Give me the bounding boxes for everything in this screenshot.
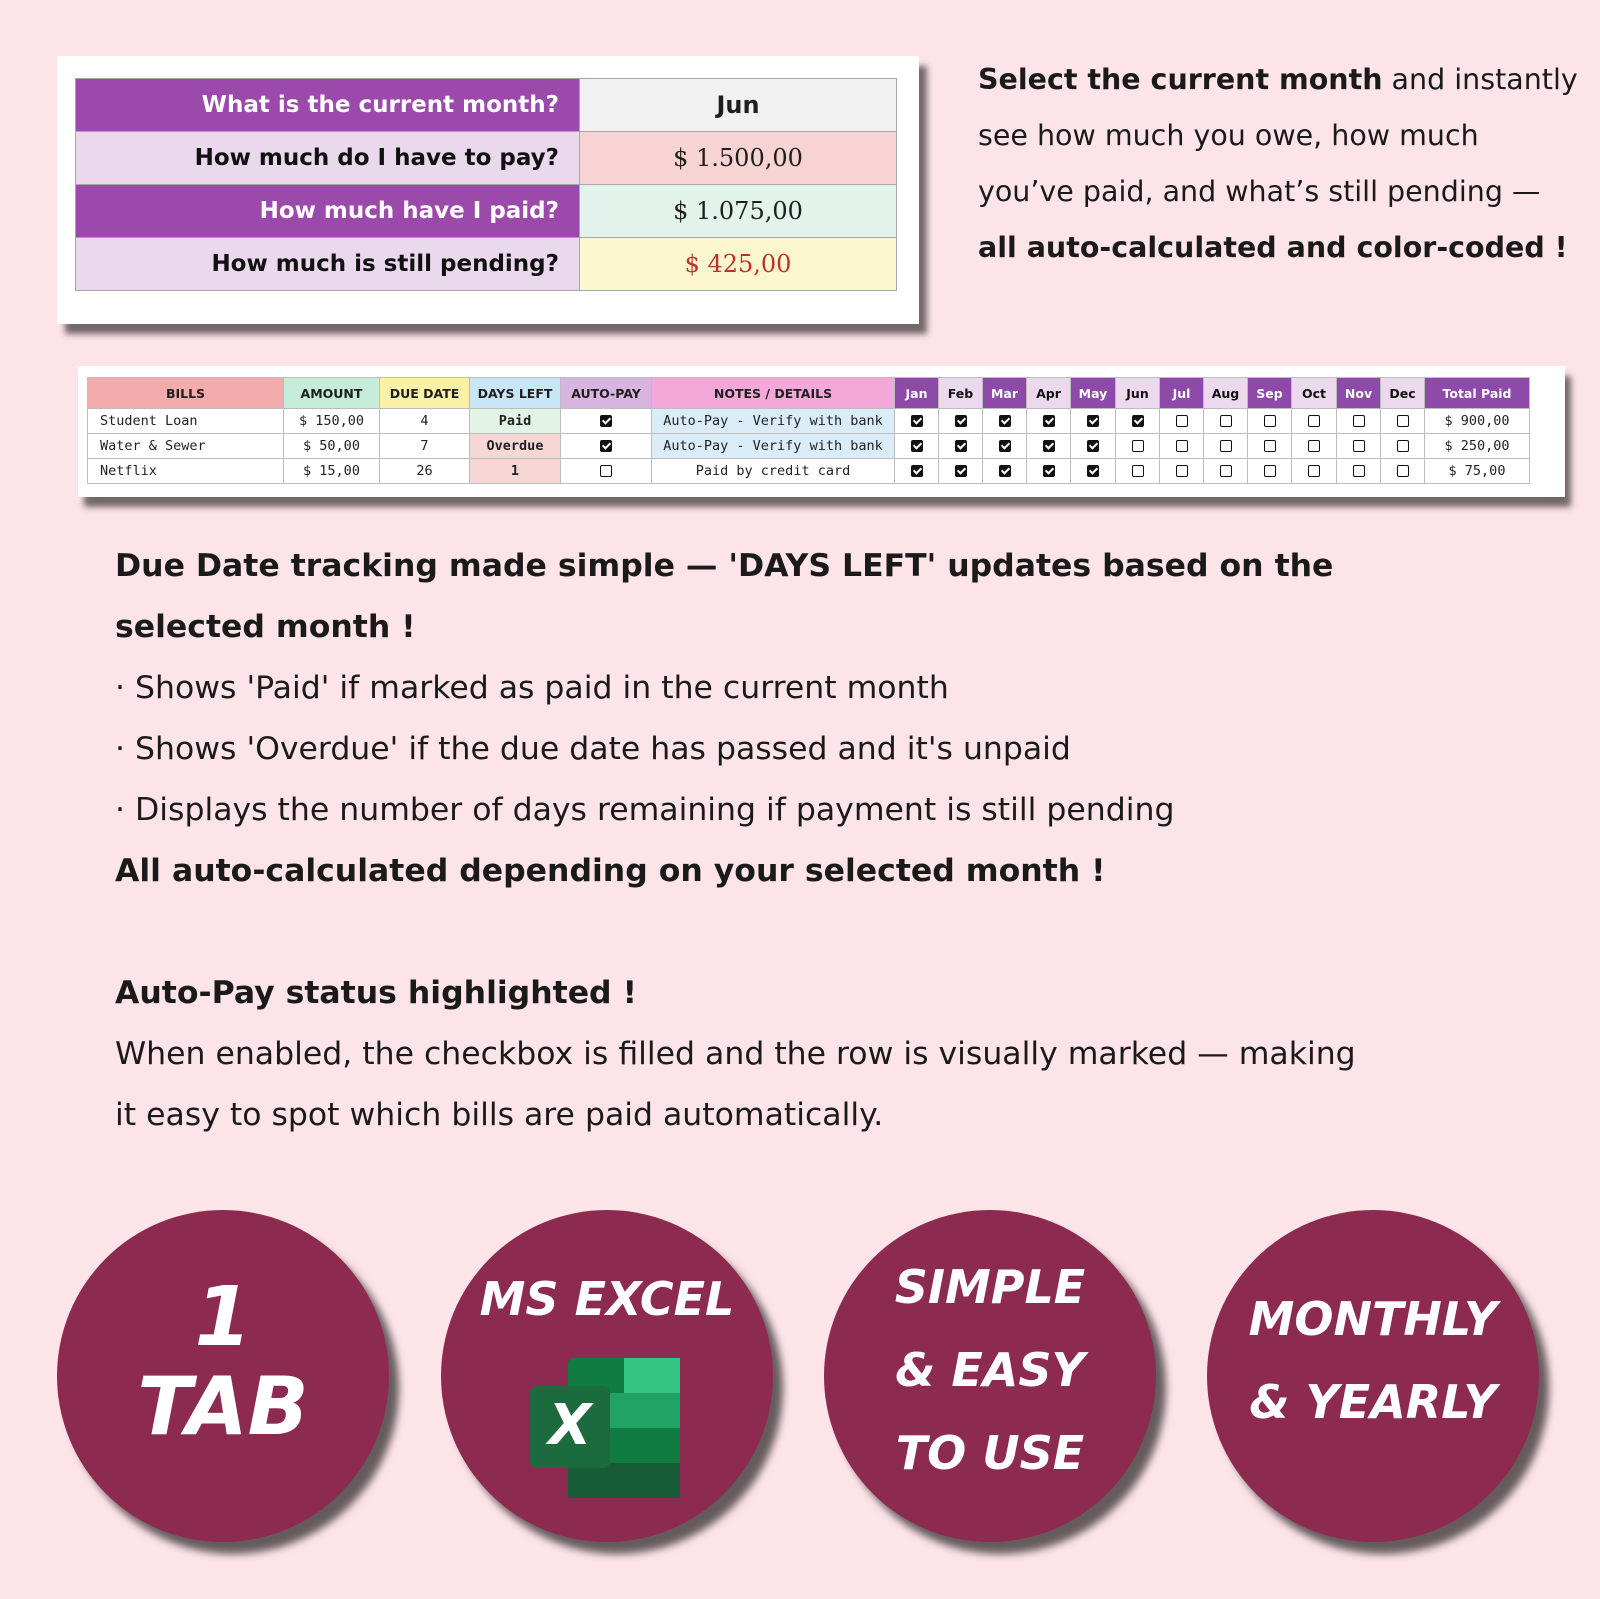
due-date-heading-line-2: selected month ! xyxy=(115,609,416,645)
paid-checkbox-aug-cell xyxy=(1204,409,1248,434)
header-month-apr[interactable]: Apr xyxy=(1027,378,1071,409)
bill-row xyxy=(88,409,1530,434)
paid-checkbox-oct-cell xyxy=(1292,459,1337,484)
excel-logo-letter: X xyxy=(548,1393,592,1458)
paid-value: $ 1.075,00 xyxy=(580,185,897,238)
auto-pay-checkbox-cell xyxy=(561,434,652,459)
paid-checkbox-jun[interactable] xyxy=(1132,440,1144,452)
badge-monthly-line-1: MONTHLY xyxy=(1248,1292,1498,1346)
paid-checkbox-apr-cell xyxy=(1027,409,1071,434)
summary-table xyxy=(75,78,897,291)
header-due-date[interactable]: DUE DATE xyxy=(380,378,470,409)
paid-checkbox-aug-cell xyxy=(1204,434,1248,459)
bill-name[interactable]: Water & Sewer xyxy=(88,434,284,459)
badge-one-tab-label: TAB xyxy=(137,1360,309,1453)
bullet-days-remaining: · Displays the number of days remaining if payment is still pending xyxy=(115,792,1175,828)
paid-checkbox-jan-cell xyxy=(895,434,939,459)
header-month-jan[interactable]: Jan xyxy=(895,378,939,409)
bill-row xyxy=(88,434,1530,459)
header-month-sep[interactable]: Sep xyxy=(1248,378,1292,409)
paid-checkbox-feb-cell xyxy=(939,409,983,434)
excel-icon xyxy=(530,1358,685,1498)
bill-total-paid: $ 250,00 xyxy=(1425,434,1530,459)
paid-checkbox-aug-cell xyxy=(1204,459,1248,484)
auto-pay-checkbox-cell xyxy=(561,409,652,434)
header-month-may[interactable]: May xyxy=(1071,378,1116,409)
bill-name[interactable]: Netflix xyxy=(88,459,284,484)
summary-row-month xyxy=(76,79,897,132)
bill-days-left: Paid xyxy=(470,409,561,434)
header-days-left[interactable]: DAYS LEFT xyxy=(470,378,561,409)
badge-simple-easy xyxy=(824,1210,1156,1542)
paid-checkbox-sep[interactable] xyxy=(1264,415,1276,427)
paid-checkbox-nov[interactable] xyxy=(1353,415,1365,427)
bills-body xyxy=(88,409,1530,484)
paid-checkbox-jul[interactable] xyxy=(1176,440,1188,452)
auto-pay-checkbox[interactable] xyxy=(600,440,612,452)
header-notes[interactable]: NOTES / DETAILS xyxy=(652,378,895,409)
explanation-section xyxy=(115,536,1535,1146)
header-month-nov[interactable]: Nov xyxy=(1337,378,1381,409)
paid-checkbox-dec[interactable] xyxy=(1397,415,1409,427)
paid-checkbox-jun[interactable] xyxy=(1132,415,1144,427)
auto-pay-paragraph-line-2: it easy to spot which bills are paid automatically. xyxy=(115,1097,884,1133)
paid-checkbox-mar[interactable] xyxy=(999,415,1011,427)
to-pay-label: How much do I have to pay? xyxy=(76,132,580,185)
paid-checkbox-jan[interactable] xyxy=(911,465,923,477)
paid-checkbox-jul[interactable] xyxy=(1176,415,1188,427)
bills-card xyxy=(78,366,1565,497)
bill-amount[interactable]: $ 15,00 xyxy=(284,459,380,484)
badge-simple-line-3: TO USE xyxy=(895,1426,1085,1480)
paid-checkbox-dec-cell xyxy=(1381,434,1425,459)
paid-checkbox-mar[interactable] xyxy=(999,465,1011,477)
auto-pay-paragraph-line-1: When enabled, the checkbox is filled and the row is visually marked — making xyxy=(115,1036,1356,1072)
paid-checkbox-nov-cell xyxy=(1337,434,1381,459)
paid-checkbox-may[interactable] xyxy=(1087,440,1099,452)
summary-description-bold-2: all auto-calculated and color-coded ! xyxy=(978,231,1568,264)
header-bills[interactable]: BILLS xyxy=(88,378,284,409)
paid-checkbox-nov[interactable] xyxy=(1353,465,1365,477)
badge-monthly-yearly xyxy=(1207,1210,1539,1542)
paid-checkbox-oct[interactable] xyxy=(1308,465,1320,477)
summary-row-paid xyxy=(76,185,897,238)
paid-checkbox-mar-cell xyxy=(983,434,1027,459)
bullet-overdue: · Shows 'Overdue' if the due date has passed and it's unpaid xyxy=(115,731,1071,767)
paid-checkbox-jul-cell xyxy=(1160,409,1204,434)
bill-due-date[interactable]: 7 xyxy=(380,434,470,459)
paid-checkbox-apr[interactable] xyxy=(1043,415,1055,427)
paid-checkbox-jan[interactable] xyxy=(911,415,923,427)
paid-checkbox-oct-cell xyxy=(1292,409,1337,434)
paid-checkbox-oct[interactable] xyxy=(1308,415,1320,427)
badge-simple-line-2: & EASY xyxy=(895,1343,1085,1397)
header-month-mar[interactable]: Mar xyxy=(983,378,1027,409)
paid-checkbox-dec-cell xyxy=(1381,409,1425,434)
badge-ms-excel xyxy=(441,1210,773,1542)
badge-monthly-line-2: & YEARLY xyxy=(1249,1375,1497,1429)
bill-total-paid: $ 75,00 xyxy=(1425,459,1530,484)
bill-due-date[interactable]: 4 xyxy=(380,409,470,434)
bill-name[interactable]: Student Loan xyxy=(88,409,284,434)
paid-checkbox-jul[interactable] xyxy=(1176,465,1188,477)
auto-pay-checkbox[interactable] xyxy=(600,415,612,427)
paid-checkbox-jan-cell xyxy=(895,409,939,434)
paid-checkbox-dec[interactable] xyxy=(1397,440,1409,452)
paid-checkbox-sep-cell xyxy=(1248,459,1292,484)
paid-checkbox-oct[interactable] xyxy=(1308,440,1320,452)
header-total-paid[interactable]: Total Paid xyxy=(1425,378,1530,409)
paid-checkbox-nov-cell xyxy=(1337,409,1381,434)
bill-notes[interactable]: Paid by credit card xyxy=(652,459,895,484)
paid-checkbox-dec-cell xyxy=(1381,459,1425,484)
paid-checkbox-may-cell xyxy=(1071,409,1116,434)
paid-checkbox-sep[interactable] xyxy=(1264,465,1276,477)
bill-amount[interactable]: $ 50,00 xyxy=(284,434,380,459)
summary-row-pending xyxy=(76,238,897,291)
header-month-oct[interactable]: Oct xyxy=(1292,378,1337,409)
summary-description-body: and instantly see how much you owe, how much you’ve paid, and what’s still pending — xyxy=(978,63,1578,208)
paid-checkbox-feb-cell xyxy=(939,434,983,459)
current-month-label: What is the current month? xyxy=(76,79,580,132)
paid-checkbox-mar[interactable] xyxy=(999,440,1011,452)
paid-checkbox-mar-cell xyxy=(983,409,1027,434)
summary-description xyxy=(978,52,1578,276)
paid-checkbox-sep-cell xyxy=(1248,409,1292,434)
paid-checkbox-feb[interactable] xyxy=(955,465,967,477)
summary-row-to-pay xyxy=(76,132,897,185)
header-month-jul[interactable]: Jul xyxy=(1160,378,1204,409)
pending-label: How much is still pending? xyxy=(76,238,580,291)
auto-calculated-note: All auto-calculated depending on your selected month ! xyxy=(115,853,1106,889)
paid-checkbox-oct-cell xyxy=(1292,434,1337,459)
bill-due-date[interactable]: 26 xyxy=(380,459,470,484)
auto-pay-checkbox[interactable] xyxy=(600,465,612,477)
summary-card xyxy=(57,56,919,324)
auto-pay-checkbox-cell xyxy=(561,459,652,484)
bill-days-left: Overdue xyxy=(470,434,561,459)
paid-checkbox-jun-cell xyxy=(1116,409,1160,434)
paid-checkbox-sep[interactable] xyxy=(1264,440,1276,452)
paid-checkbox-jun-cell xyxy=(1116,434,1160,459)
paid-checkbox-apr-cell xyxy=(1027,434,1071,459)
paid-checkbox-jul-cell xyxy=(1160,459,1204,484)
header-auto-pay[interactable]: AUTO-PAY xyxy=(561,378,652,409)
due-date-heading-line-1: Due Date tracking made simple — 'DAYS LEFT' updates based on the xyxy=(115,548,1334,584)
paid-checkbox-dec[interactable] xyxy=(1397,465,1409,477)
paid-checkbox-nov-cell xyxy=(1337,459,1381,484)
paid-checkbox-nov[interactable] xyxy=(1353,440,1365,452)
to-pay-value: $ 1.500,00 xyxy=(580,132,897,185)
paid-checkbox-mar-cell xyxy=(983,459,1027,484)
paid-checkbox-aug[interactable] xyxy=(1220,440,1232,452)
bill-amount[interactable]: $ 150,00 xyxy=(284,409,380,434)
bill-notes[interactable]: Auto-Pay - Verify with bank xyxy=(652,409,895,434)
header-month-aug[interactable]: Aug xyxy=(1204,378,1248,409)
paid-checkbox-feb-cell xyxy=(939,459,983,484)
paid-checkbox-apr-cell xyxy=(1027,459,1071,484)
paid-checkbox-apr[interactable] xyxy=(1043,465,1055,477)
paid-checkbox-feb[interactable] xyxy=(955,415,967,427)
header-month-feb[interactable]: Feb xyxy=(939,378,983,409)
paid-checkbox-may[interactable] xyxy=(1087,415,1099,427)
paid-checkbox-jan[interactable] xyxy=(911,440,923,452)
bill-row xyxy=(88,459,1530,484)
paid-checkbox-may[interactable] xyxy=(1087,465,1099,477)
auto-pay-heading: Auto-Pay status highlighted ! xyxy=(115,975,637,1011)
bills-header-row xyxy=(88,378,1530,409)
badge-one-tab-number: 1 xyxy=(194,1270,252,1365)
pending-value: $ 425,00 xyxy=(580,238,897,291)
paid-checkbox-may-cell xyxy=(1071,459,1116,484)
paid-checkbox-jul-cell xyxy=(1160,434,1204,459)
bullet-paid: · Shows 'Paid' if marked as paid in the current month xyxy=(115,670,949,706)
paid-checkbox-jun[interactable] xyxy=(1132,465,1144,477)
paid-label: How much have I paid? xyxy=(76,185,580,238)
paid-checkbox-may-cell xyxy=(1071,434,1116,459)
current-month-select[interactable]: Jun xyxy=(580,79,897,132)
paid-checkbox-aug[interactable] xyxy=(1220,465,1232,477)
header-month-dec[interactable]: Dec xyxy=(1381,378,1425,409)
bill-days-left: 1 xyxy=(470,459,561,484)
badge-one-tab xyxy=(57,1210,389,1542)
bill-total-paid: $ 900,00 xyxy=(1425,409,1530,434)
bills-table xyxy=(87,377,1530,484)
header-amount[interactable]: AMOUNT xyxy=(284,378,380,409)
summary-description-bold-1: Select the current month xyxy=(978,63,1383,96)
paid-checkbox-jan-cell xyxy=(895,459,939,484)
paid-checkbox-apr[interactable] xyxy=(1043,440,1055,452)
badge-simple-line-1: SIMPLE xyxy=(894,1260,1086,1314)
paid-checkbox-feb[interactable] xyxy=(955,440,967,452)
paid-checkbox-sep-cell xyxy=(1248,434,1292,459)
bill-notes[interactable]: Auto-Pay - Verify with bank xyxy=(652,434,895,459)
badge-ms-excel-label: MS EXCEL xyxy=(479,1272,735,1326)
paid-checkbox-aug[interactable] xyxy=(1220,415,1232,427)
header-month-jun[interactable]: Jun xyxy=(1116,378,1160,409)
paid-checkbox-jun-cell xyxy=(1116,459,1160,484)
